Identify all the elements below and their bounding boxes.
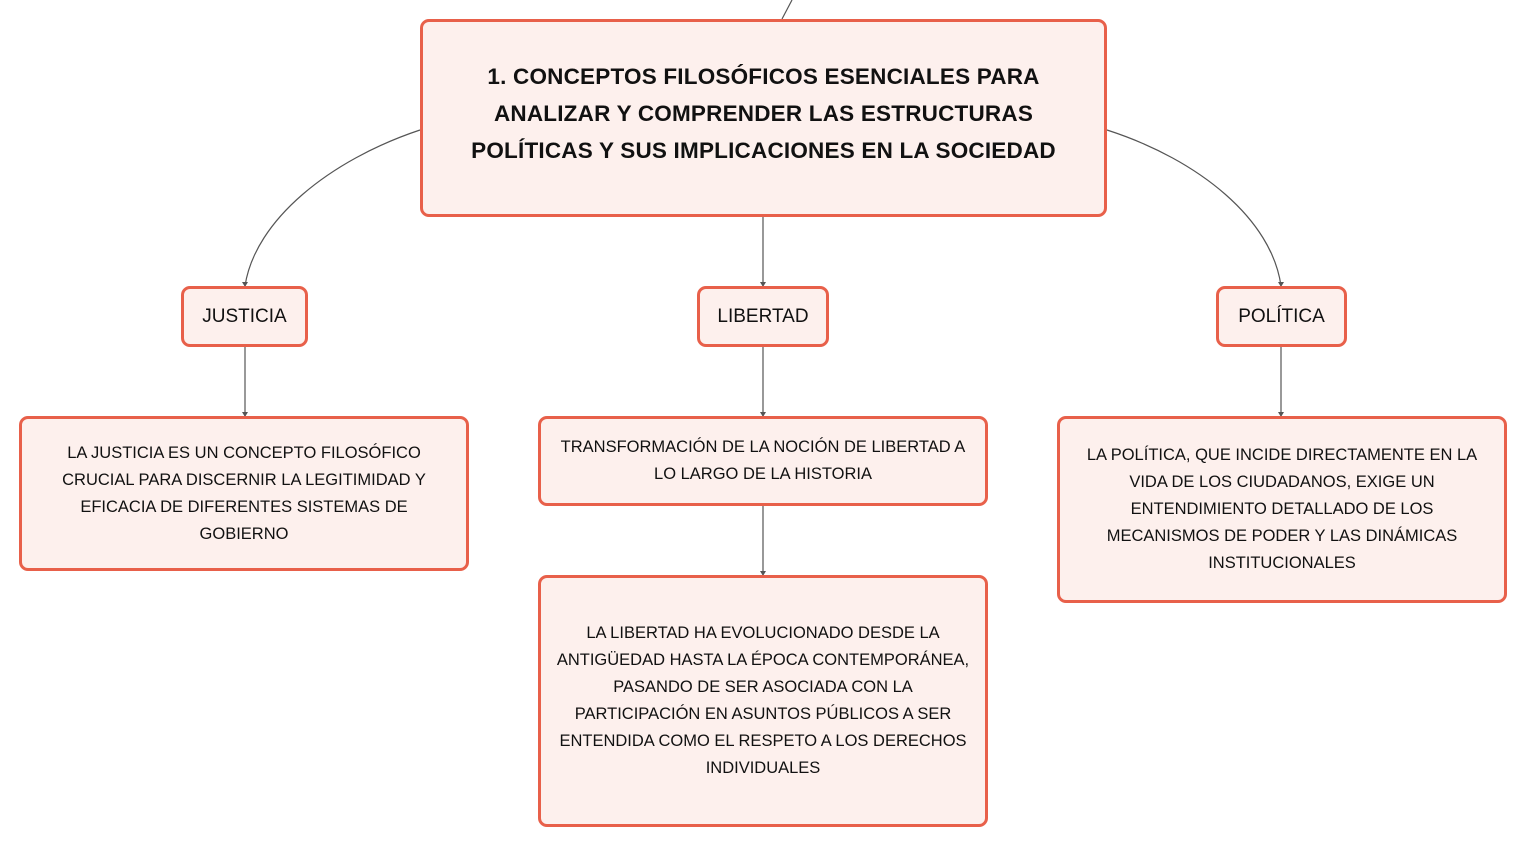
politica-description-text: LA POLÍTICA, QUE INCIDE DIRECTAMENTE EN LA VIDA DE LOS CIUDADANOS, EXIGE UN ENTENDIMIENTO DETALLADO DE LOS MECANISMOS DE PODER Y LAS DINÁMICAS INSTITUCIONALES xyxy=(1086,446,1478,572)
root-node-label: 1. CONCEPTOS FILOSÓFICOS ESENCIALES PARA ANALIZAR Y COMPRENDER LAS ESTRUCTURAS POLÍTICAS Y SUS IMPLICACIONES EN LA SOCIEDAD xyxy=(471,63,1056,163)
libertad-description-text: TRANSFORMACIÓN DE LA NOCIÓN DE LIBERTAD A LO LARGO DE LA HISTORIA xyxy=(560,438,966,483)
justicia-description-text: LA JUSTICIA ES UN CONCEPTO FILOSÓFICO CRUCIAL PARA DISCERNIR LA LEGITIMIDAD Y EFICACIA DE DIFERENTES SISTEMAS DE GOBIERNO xyxy=(62,443,426,543)
politica-description-node[interactable] xyxy=(1057,416,1507,603)
topic-node-libertad-label: LIBERTAD xyxy=(717,305,809,327)
topic-node-politica-label: POLÍTICA xyxy=(1238,305,1325,327)
connector-root-to-politica xyxy=(1107,130,1281,286)
libertad-detail-text: LA LIBERTAD HA EVOLUCIONADO DESDE LA ANTIGÜEDAD HASTA LA ÉPOCA CONTEMPORÁNEA, PASANDO DE SER ASOCIADA CON LA PARTICIPACIÓN EN ASUNTOS PÚBLICOS A SER ENTENDIDA COMO EL RESPETO A LOS DERECHOS INDIVIDUALES xyxy=(556,624,970,777)
topic-node-justicia[interactable] xyxy=(181,286,308,347)
libertad-detail-node[interactable] xyxy=(538,575,988,827)
topic-node-politica[interactable] xyxy=(1216,286,1347,347)
root-node[interactable] xyxy=(420,19,1107,217)
topic-node-justicia-label: JUSTICIA xyxy=(202,305,287,327)
connector-parent-to-root xyxy=(782,0,792,19)
libertad-description-node[interactable] xyxy=(538,416,988,506)
justicia-description-node[interactable] xyxy=(19,416,469,571)
connector-root-to-justicia xyxy=(245,130,420,286)
topic-node-libertad[interactable] xyxy=(697,286,829,347)
